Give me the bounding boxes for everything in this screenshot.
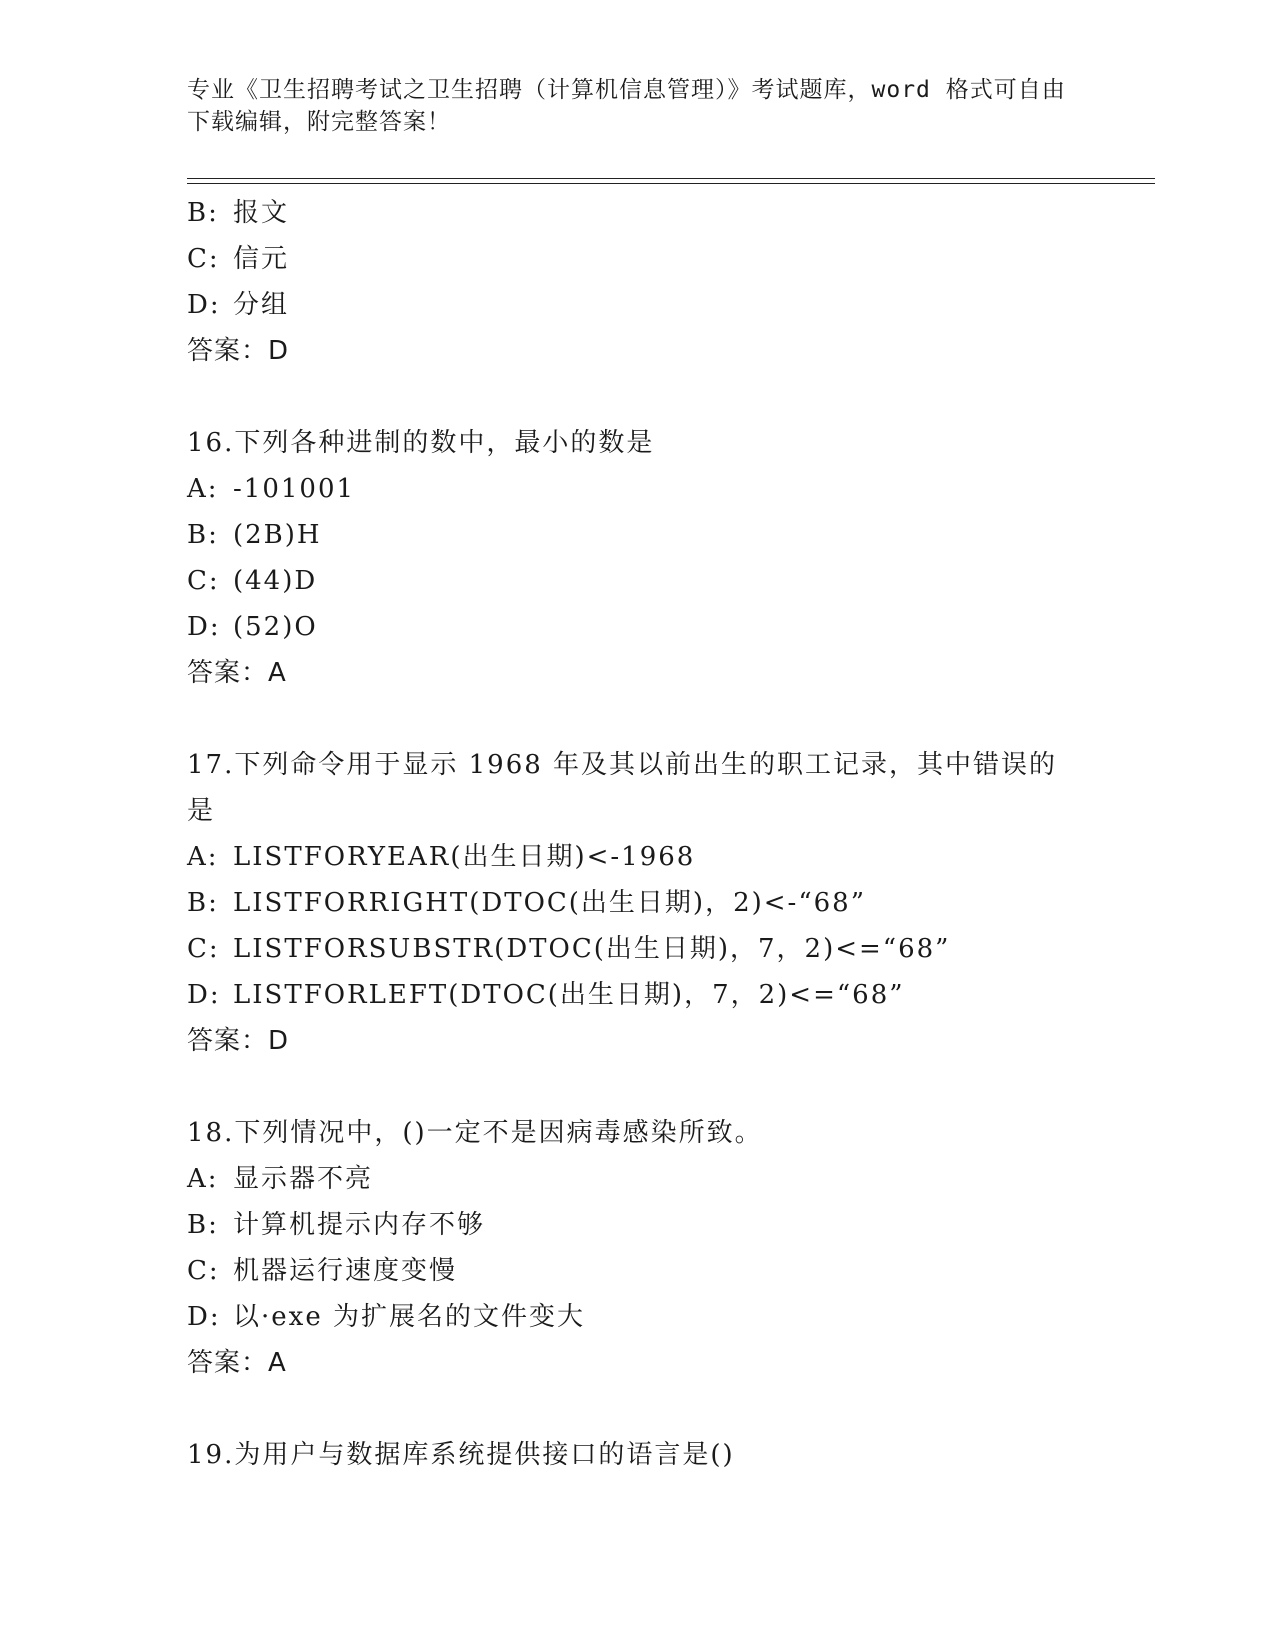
question-17 <box>187 742 1067 1064</box>
option-d: D: (52)O <box>187 612 318 642</box>
option-c: C: LISTFORSUBSTR(DTOC(出生日期)，7，2)<=“68” <box>187 934 951 964</box>
option-b: B: LISTFORRIGHT(DTOC(出生日期)，2)<-“68” <box>187 888 867 918</box>
question-text-line-2: 是 <box>187 796 216 826</box>
option-c: C: 机器运行速度变慢 <box>187 1256 458 1286</box>
answer-line: 答案：A <box>187 658 287 688</box>
option-d: D: LISTFORLEFT(DTOC(出生日期)，7，2)<=“68” <box>187 980 905 1010</box>
option-b: B: 报文 <box>187 198 290 228</box>
option-b: B: 计算机提示内存不够 <box>187 1210 486 1240</box>
option-d: D: 分组 <box>187 290 290 320</box>
option-d: D: 以·exe 为扩展名的文件变大 <box>187 1302 585 1332</box>
answer-line: 答案：D <box>187 336 290 366</box>
question-19 <box>187 1432 1067 1478</box>
option-c: C: 信元 <box>187 244 290 274</box>
question-text-line-1: 17.下列命令用于显示 1968 年及其以前出生的职工记录，其中错误的 <box>187 750 1058 780</box>
option-c: C: (44)D <box>187 566 318 596</box>
answer-line: 答案：D <box>187 1026 290 1056</box>
option-a: A: 显示器不亮 <box>187 1164 374 1194</box>
question-list <box>187 190 1067 1478</box>
question-text: 19.为用户与数据库系统提供接口的语言是() <box>187 1440 735 1470</box>
header-divider-bottom <box>187 183 1155 184</box>
document-header: 专业《卫生招聘考试之卫生招聘（计算机信息管理）》考试题库，word 格式可自由下载编辑，附完整答案！ <box>187 77 1066 135</box>
option-b: B: (2B)H <box>187 520 322 550</box>
question-18 <box>187 1110 1067 1386</box>
option-a: A: -101001 <box>187 474 356 504</box>
question-text: 18.下列情况中，()一定不是因病毒感染所致。 <box>187 1118 763 1148</box>
question-16 <box>187 420 1067 696</box>
question-15-partial <box>187 190 1067 374</box>
answer-line: 答案：A <box>187 1348 287 1378</box>
question-text: 16.下列各种进制的数中，最小的数是 <box>187 428 655 458</box>
option-a: A: LISTFORYEAR(出生日期)<-1968 <box>187 842 696 872</box>
header-divider-top <box>187 178 1155 179</box>
